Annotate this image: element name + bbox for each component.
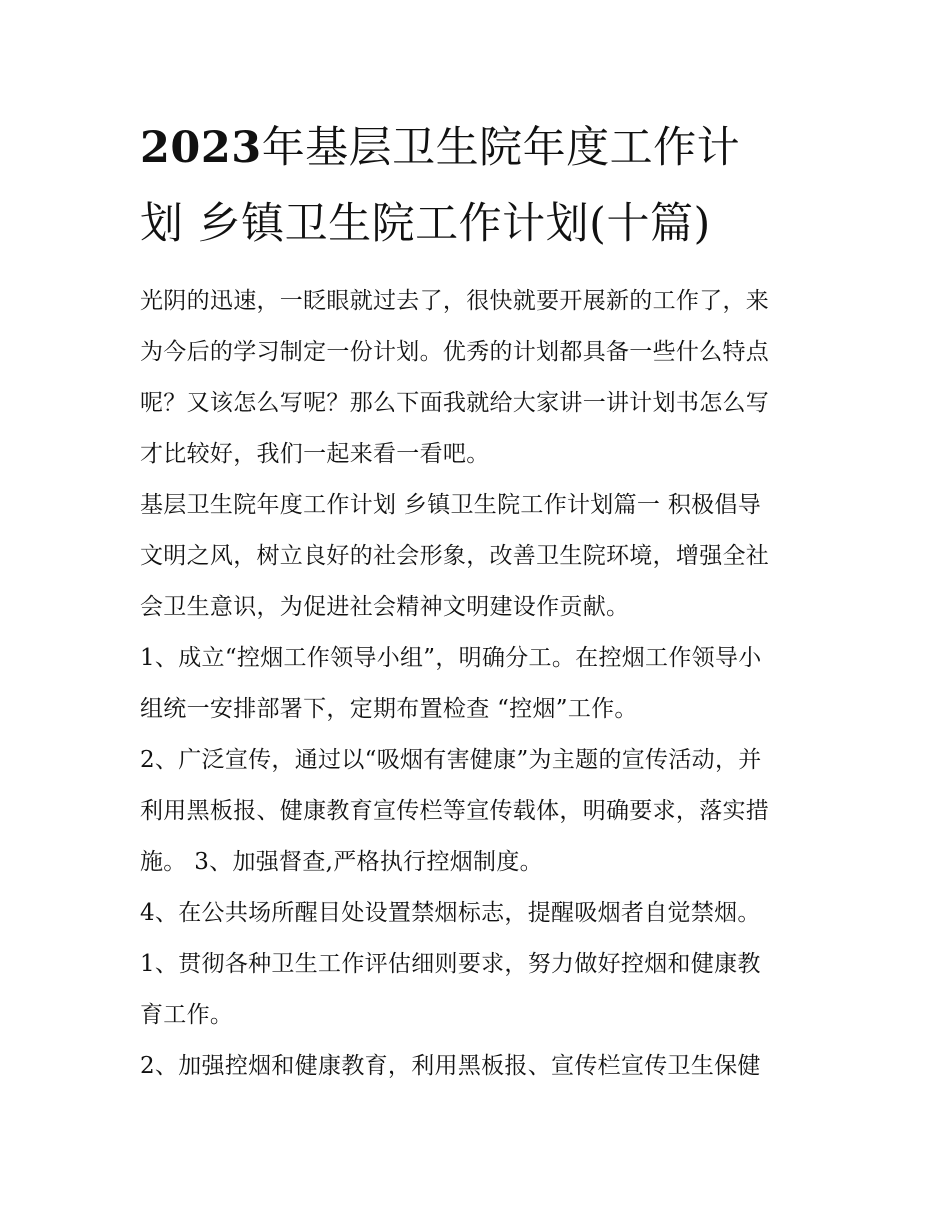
document-body bbox=[140, 276, 812, 1092]
text-line: 利用黑板报、健康教育宣传栏等宣传载体，明确要求，落实措 bbox=[140, 798, 770, 824]
text-line: 4、在公共场所醒目处设置禁烟标志，提醒吸烟者自觉禁烟。 bbox=[140, 900, 761, 926]
document-page bbox=[140, 110, 812, 1092]
text-line: 呢？又该怎么写呢？那么下面我就给大家讲一讲计划书怎么写 bbox=[140, 390, 770, 416]
paragraph-item-1 bbox=[140, 633, 812, 735]
text-line: 文明之风，树立良好的社会形象，改善卫生院环境，增强全社 bbox=[140, 543, 770, 569]
text-line: 1、贯彻各种卫生工作评估细则要求，努力做好控烟和健康教 bbox=[140, 951, 761, 977]
paragraph-section-one bbox=[140, 480, 812, 633]
text-line: 会卫生意识，为促进社会精神文明建设作贡献。 bbox=[140, 594, 630, 620]
text-line: 组统一安排部署下，定期布置检查 “控烟”工作。 bbox=[140, 696, 638, 722]
paragraph-item-4 bbox=[140, 888, 812, 939]
text-line: 2、加强控烟和健康教育，利用黑板报、宣传栏宣传卫生保健 bbox=[140, 1053, 761, 1079]
text-line: 光阴的迅速，一眨眼就过去了，很快就要开展新的工作了，来 bbox=[140, 288, 770, 314]
text-line: 为今后的学习制定一份计划。优秀的计划都具备一些什么特点 bbox=[140, 339, 770, 365]
title-year: 2023 bbox=[140, 123, 262, 173]
paragraph-item-1b bbox=[140, 939, 812, 1041]
title-line-2: 划 乡镇卫生院工作计划(十篇) bbox=[140, 199, 711, 249]
text-line: 育工作。 bbox=[140, 1002, 234, 1028]
text-line: 基层卫生院年度工作计划 乡镇卫生院工作计划篇一 积极倡导 bbox=[140, 492, 762, 518]
title-line-1 bbox=[140, 110, 812, 186]
paragraph-intro bbox=[140, 276, 812, 480]
text-line: 2、广泛宣传，通过以“吸烟有害健康”为主题的宣传活动，并 bbox=[140, 747, 762, 773]
text-line: 施。 3、加强督查,严格执行控烟制度。 bbox=[140, 849, 543, 875]
paragraph-item-2b bbox=[140, 1041, 812, 1092]
text-line: 1、成立“控烟工作领导小组”，明确分工。在控烟工作领导小 bbox=[140, 645, 762, 671]
document-title bbox=[140, 110, 812, 262]
text-line: 才比较好，我们一起来看一看吧。 bbox=[140, 441, 490, 467]
paragraph-item-2-3 bbox=[140, 735, 812, 888]
title-line-1-text: 年基层卫生院年度工作计 bbox=[261, 123, 741, 173]
